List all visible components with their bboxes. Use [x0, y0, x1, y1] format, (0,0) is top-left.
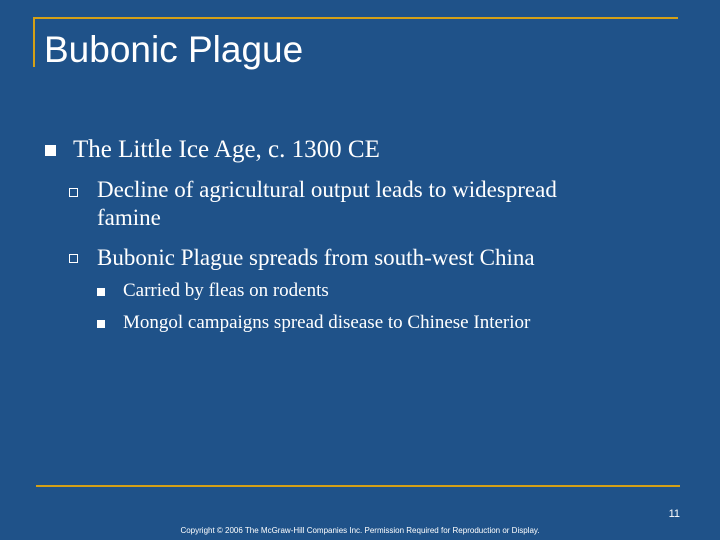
- hollow-square-bullet-icon: [69, 188, 78, 197]
- bullet-sub2: Bubonic Plague spreads from south-west China: [97, 245, 535, 270]
- title-frame-top-line: [33, 17, 678, 19]
- hollow-square-bullet-icon: [69, 254, 78, 263]
- footer-divider: [36, 485, 680, 487]
- bullet-subsub2: Mongol campaigns spread disease to Chinese Interior: [123, 312, 531, 333]
- square-bullet-icon: [97, 288, 105, 296]
- title-frame-left-line: [33, 17, 35, 67]
- bullet-sub1-line2: famine: [97, 205, 161, 230]
- square-bullet-icon: [45, 145, 56, 156]
- bullet-subsub1: Carried by fleas on rodents: [123, 280, 329, 301]
- page-number: 11: [668, 508, 680, 520]
- bullet-sub1-line1: Decline of agricultural output leads to widespread: [97, 177, 557, 202]
- square-bullet-icon: [97, 320, 105, 328]
- bullet-main: The Little Ice Age, c. 1300 CE: [73, 136, 380, 163]
- slide-title: Bubonic Plague: [44, 29, 304, 70]
- copyright-notice: Copyright © 2006 The McGraw-Hill Companies Inc. Permission Required for Reproduction or Display.: [180, 526, 540, 535]
